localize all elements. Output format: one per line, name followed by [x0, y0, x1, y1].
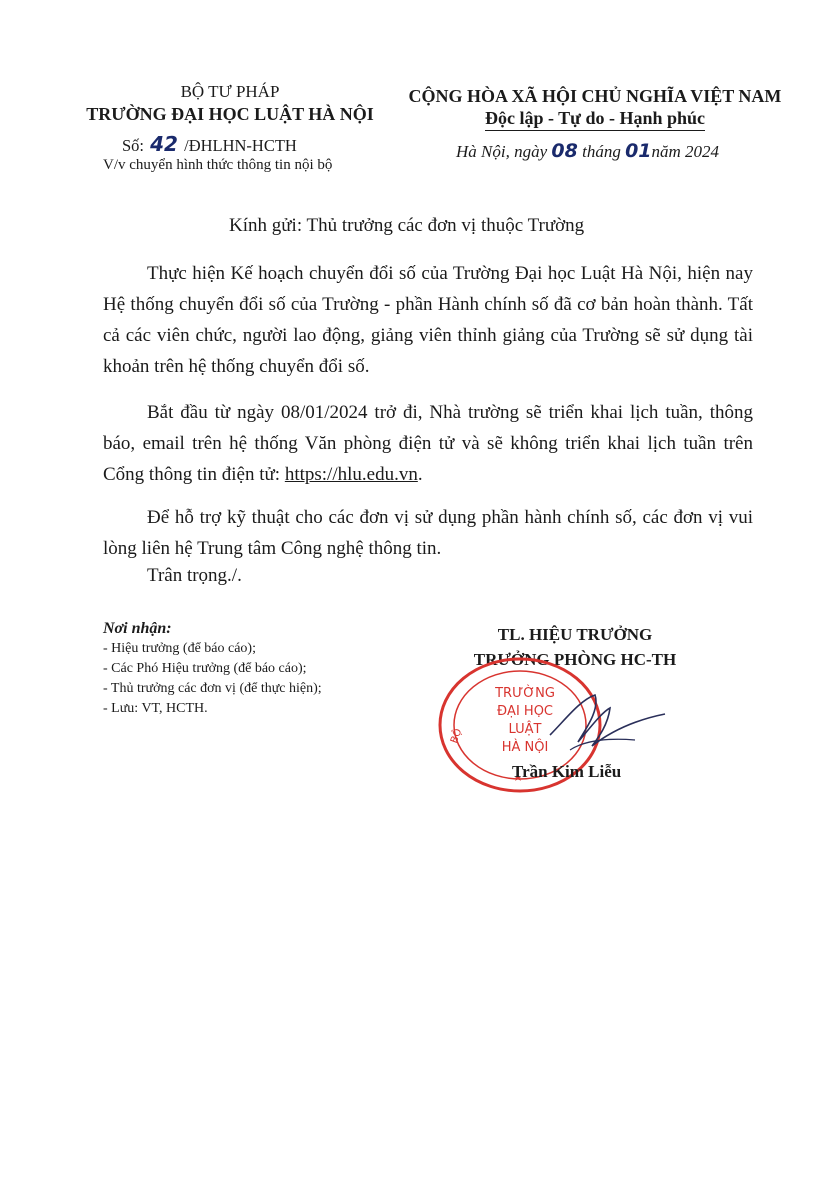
date-year: năm 2024 [651, 142, 720, 161]
recipients-title: Nơi nhận: [103, 620, 172, 637]
stamp-side-text: BỘ [448, 727, 465, 745]
paragraph-2 [103, 397, 753, 490]
country-name: CỘNG HÒA XÃ HỘI CHỦ NGHĨA VIỆT NAM [408, 86, 782, 106]
signer-role-line2: TRƯỞNG PHÒNG HC-TH [473, 650, 677, 669]
paragraph-2-text: Bắt đầu từ ngày 08/01/2024 trở đi, Nhà trường sẽ triển khai lịch tuần, thông báo, email trên hệ thống Văn phòng điện tử và sẽ không triển khai lịch tuần trên Cổng thông tin điện tử: [103, 402, 753, 485]
recipient-item: - Các Phó Hiệu trưởng (để báo cáo); [103, 661, 307, 676]
paragraph-1: Thực hiện Kế hoạch chuyển đổi số của Trường Đại học Luật Hà Nội, hiện nay Hệ thống chuyển đổi số của Trường - phần Hành chính số đã cơ bản hoàn thành. Tất cả các viên chức, người lao động, giảng viên thỉnh giảng của Trường sẽ sử dụng tài khoản trên hệ thống chuyển đổi số. [103, 263, 753, 377]
salutation: Kính gửi: Thủ trưởng các đơn vị thuộc Trường [229, 215, 585, 236]
date-prefix: Hà Nội, ngày [456, 142, 548, 161]
university-name: TRƯỜNG ĐẠI HỌC LUẬT HÀ NỘI [86, 104, 374, 124]
website-link[interactable]: https://hlu.edu.vn [284, 464, 418, 485]
document-date [456, 140, 719, 162]
document-number-prefix: Số: [122, 136, 145, 155]
document-number-suffix: /ĐHLHN-HCTH [184, 136, 297, 155]
stamp-line: ĐẠI HỌC [496, 704, 554, 719]
document-number-handwritten: 42 [150, 132, 178, 156]
document-number [122, 132, 297, 156]
document-subject: V/v chuyển hình thức thông tin nội bộ [103, 157, 333, 173]
paragraph-2-end: . [417, 464, 423, 485]
stamp-line: LUẬT [508, 722, 542, 737]
signer-role-line1: TL. HIỆU TRƯỞNG [497, 625, 653, 644]
motto-text: Độc lập - Tự do - Hạnh phúc [485, 108, 705, 131]
stamp-line: HÀ NỘI [501, 740, 549, 755]
handwritten-signature [540, 680, 670, 770]
date-month: 01 [625, 140, 652, 162]
stamp-line: TRƯỜNG [495, 686, 555, 701]
national-motto [385, 108, 805, 131]
signer-name: Trần Kim Liễu [512, 762, 622, 781]
closing: Trân trọng./. [147, 565, 242, 586]
recipient-item: - Lưu: VT, HCTH. [103, 701, 208, 716]
recipient-item: - Thủ trưởng các đơn vị (để thực hiện); [103, 681, 322, 696]
recipient-item: - Hiệu trưởng (để báo cáo); [103, 641, 256, 656]
date-month-label: tháng [582, 142, 621, 161]
paragraph-3: Để hỗ trợ kỹ thuật cho các đơn vị sử dụng phần hành chính số, các đơn vị vui lòng liên hệ Trung tâm Công nghệ thông tin. [103, 507, 753, 559]
ministry-name: BỘ TƯ PHÁP [180, 82, 280, 101]
date-day: 08 [551, 140, 578, 162]
